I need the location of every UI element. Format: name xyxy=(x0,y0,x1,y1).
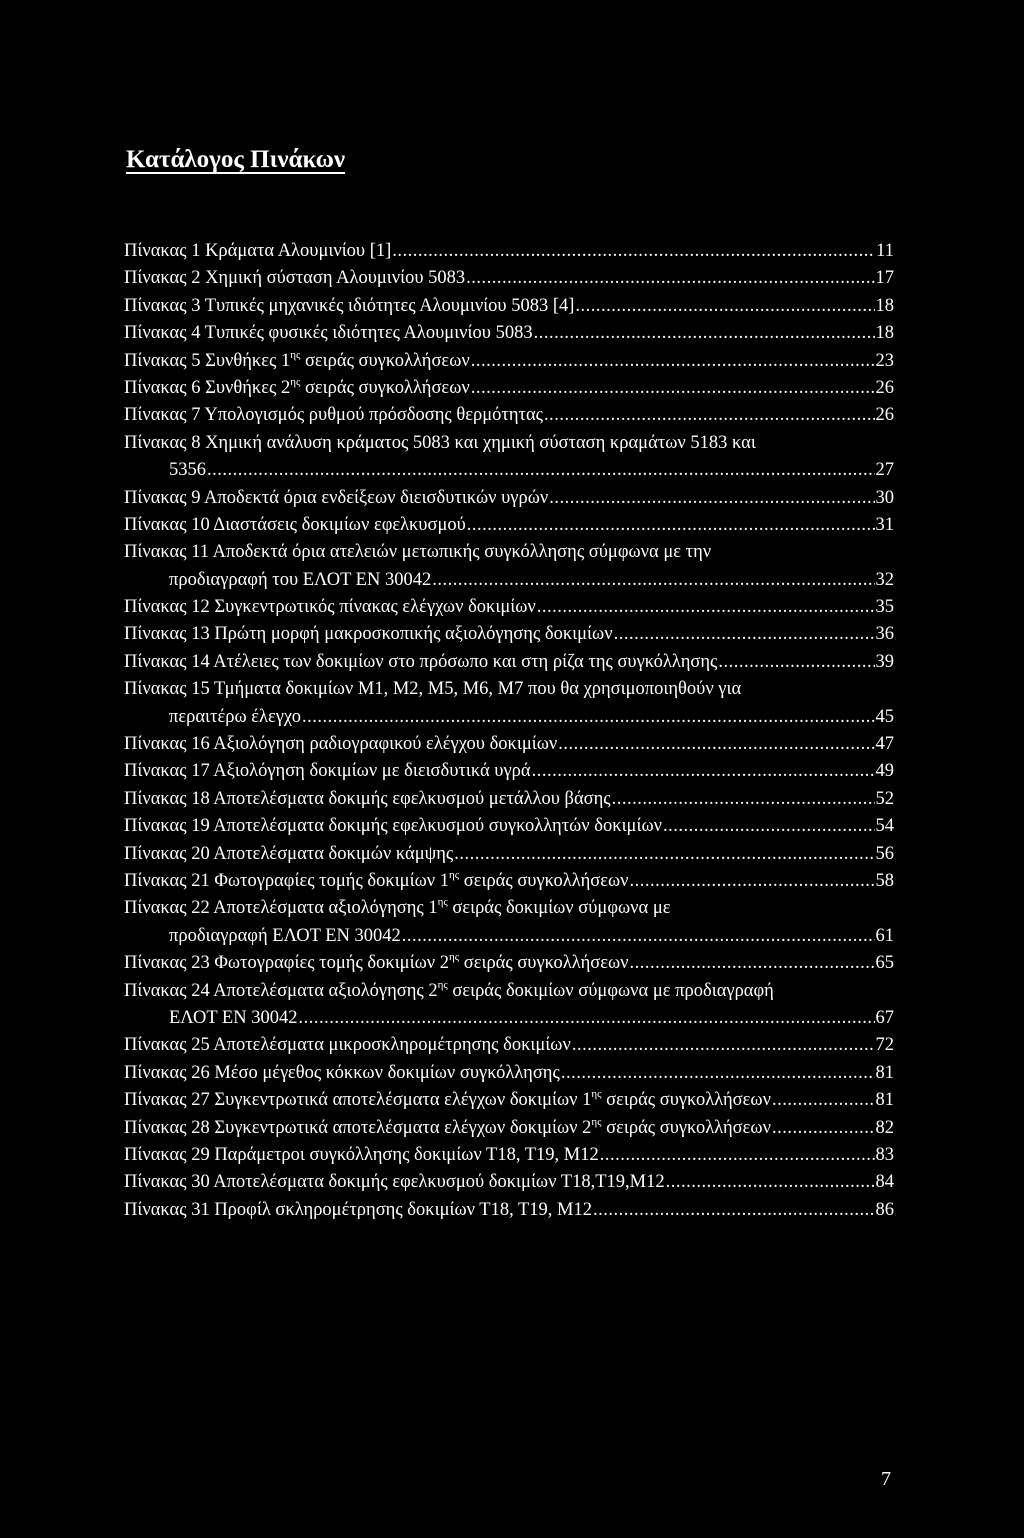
ordinal-superscript: ης xyxy=(449,868,460,881)
ordinal-superscript: ης xyxy=(290,348,301,361)
dot-leader xyxy=(392,238,875,265)
toc-entry-page: 61 xyxy=(875,925,894,946)
toc-entry-title: Πίνακας 3 Τυπικές μηχανικές ιδιότητες Αλουμινίου 5083 [4] xyxy=(124,295,575,316)
toc-entry-line xyxy=(124,402,894,429)
dot-leader xyxy=(471,375,875,402)
dot-leader xyxy=(600,1142,875,1169)
toc-entry-page: 72 xyxy=(875,1035,894,1056)
toc-entry[interactable] xyxy=(124,621,894,648)
toc-entry[interactable] xyxy=(124,1115,894,1142)
toc-entry-title: περαιτέρω έλεγχο xyxy=(169,706,301,727)
toc-entry-page: 54 xyxy=(875,816,894,837)
toc-entry[interactable] xyxy=(124,375,894,402)
toc-entry[interactable] xyxy=(124,265,894,292)
toc-entry-line xyxy=(124,1005,894,1032)
toc-entry-page: 67 xyxy=(875,1007,894,1028)
dot-leader xyxy=(561,1060,875,1087)
toc-entry[interactable] xyxy=(124,512,894,539)
toc-entry[interactable] xyxy=(124,649,894,676)
dot-leader xyxy=(630,950,875,977)
toc-entry[interactable] xyxy=(124,841,894,868)
toc-entry[interactable] xyxy=(124,430,894,485)
page-number: 7 xyxy=(881,1468,891,1490)
dot-leader xyxy=(534,320,875,347)
toc-entry-line xyxy=(124,485,894,512)
toc-entry-line xyxy=(124,512,894,539)
dot-leader xyxy=(466,265,874,292)
toc-entry-page: 18 xyxy=(875,295,894,316)
dot-leader xyxy=(612,786,875,813)
dot-leader xyxy=(544,402,875,429)
toc-entry-title xyxy=(124,950,629,977)
toc-entry-title: Πίνακας 14 Ατέλειες των δοκιμίων στο πρόσωπο και στη ρίζα της συγκόλλησης xyxy=(124,651,718,672)
toc-entry-title: προδιαγραφή ΕΛΟΤ ΕΝ 30042 xyxy=(169,925,401,946)
dot-leader xyxy=(532,758,875,785)
toc-entry-title: προδιαγραφή του ΕΛΟΤ ΕΝ 30042 xyxy=(169,569,432,590)
toc-entry-page: 17 xyxy=(875,268,894,289)
toc-entry-title-part: σειράς συγκολλήσεων xyxy=(601,1090,771,1111)
toc-entry-line xyxy=(124,786,894,813)
toc-entry-line xyxy=(124,320,894,347)
toc-entry-page: 84 xyxy=(875,1172,894,1193)
toc-entry[interactable] xyxy=(124,485,894,512)
dot-leader xyxy=(432,567,874,594)
toc-entry-title: Πίνακας 10 Διαστάσεις δοκιμίων εφελκυσμού xyxy=(124,514,466,535)
ordinal-superscript: ης xyxy=(437,978,448,991)
toc-entry-title: Πίνακας 20 Αποτελέσματα δοκιμών κάμψης xyxy=(124,843,454,864)
toc-entry-title: Πίνακας 29 Παράμετροι συγκόλλησης δοκιμίων Τ18, Τ19, Μ12 xyxy=(124,1144,599,1165)
toc-entry-title xyxy=(124,978,774,1005)
dot-leader xyxy=(630,868,875,895)
dot-leader xyxy=(471,348,875,375)
toc-entry-title xyxy=(124,375,470,402)
toc-entry-page: 81 xyxy=(875,1062,894,1083)
toc-entry[interactable] xyxy=(124,895,894,950)
toc-entry-line xyxy=(124,895,894,922)
toc-entry-title-part: Πίνακας 27 Συγκεντρωτικά αποτελέσματα ελέγχων δοκιμίων 1 xyxy=(124,1090,592,1111)
toc-entry-title xyxy=(124,1115,771,1142)
toc-entry-line xyxy=(124,457,894,484)
toc-entry-line xyxy=(124,704,894,731)
toc-entry[interactable] xyxy=(124,731,894,758)
toc-entry-page: 49 xyxy=(875,761,894,782)
toc-entry-line xyxy=(124,758,894,785)
toc-entry-title: Πίνακας 15 Τμήματα δοκιμίων Μ1, Μ2, Μ5, Μ6, Μ7 που θα χρησιμοποιηθούν για xyxy=(124,679,742,700)
toc-entry-title-part: σειράς συγκολλήσεων xyxy=(300,350,470,371)
toc-entry-title-part: Πίνακας 24 Αποτελέσματα αξιολόγησης 2 xyxy=(124,980,438,1001)
toc-entry-title: Πίνακας 12 Συγκεντρωτικός πίνακας ελέγχων δοκιμίων xyxy=(124,597,536,618)
toc-entry-title-part: σειράς συγκολλήσεων xyxy=(459,953,629,974)
page-title: Κατάλογος Πινάκων xyxy=(126,146,346,173)
toc-entry-line xyxy=(124,1032,894,1059)
toc-entry-page: 30 xyxy=(875,487,894,508)
toc-entry[interactable] xyxy=(124,539,894,594)
toc-entry-line xyxy=(124,1115,894,1142)
toc-entry-title xyxy=(124,348,470,375)
toc-entry-line xyxy=(124,594,894,621)
toc-entry[interactable] xyxy=(124,950,894,977)
toc-entry-line xyxy=(124,430,894,457)
toc-entry-line xyxy=(124,731,894,758)
toc-entry-title: Πίνακας 8 Χημική ανάλυση κράματος 5083 και χημική σύσταση κραμάτων 5183 και xyxy=(124,432,756,453)
toc-entry-line xyxy=(124,1087,894,1114)
ordinal-superscript: ης xyxy=(591,1088,602,1101)
dot-leader xyxy=(467,512,875,539)
toc-entry[interactable] xyxy=(124,868,894,895)
toc-entry-line xyxy=(124,375,894,402)
toc-entry-line xyxy=(124,238,894,265)
toc-entry-title-part: σειράς δοκιμίων σύμφωνα με xyxy=(447,898,671,919)
toc-entry-page: 58 xyxy=(875,870,894,891)
toc-entry-title-part: σειράς δοκιμίων σύμφωνα με προδιαγραφή xyxy=(447,980,774,1001)
toc-entry-title: Πίνακας 30 Αποτελέσματα δοκιμής εφελκυσμού δοκιμίων Τ18,Τ19,Μ12 xyxy=(124,1172,665,1193)
ordinal-superscript: ης xyxy=(437,896,448,909)
toc-entry-page: 83 xyxy=(875,1144,894,1165)
toc-entry-page: 11 xyxy=(876,241,894,261)
toc-entry-title-part: σειράς συγκολλήσεων xyxy=(459,870,629,891)
toc-entry-title: Πίνακας 13 Πρώτη μορφή μακροσκοπικής αξιολόγησης δοκιμίων xyxy=(124,624,613,645)
toc-entry-page: 26 xyxy=(875,377,894,398)
toc-entry-page: 23 xyxy=(875,350,894,371)
toc-entry[interactable] xyxy=(124,1060,894,1087)
toc-entry-page: 27 xyxy=(875,460,894,481)
toc-entry-title: Πίνακας 26 Μέσο μέγεθος κόκκων δοκιμίων συγκόλλησης xyxy=(124,1062,560,1083)
dot-leader xyxy=(772,1115,875,1142)
toc-entry-line xyxy=(124,1060,894,1087)
ordinal-superscript: ης xyxy=(290,375,301,388)
dot-leader xyxy=(537,594,875,621)
toc-entry-line xyxy=(124,923,894,950)
toc-entry-line xyxy=(124,841,894,868)
toc-entry[interactable] xyxy=(124,1169,894,1196)
toc-entry[interactable] xyxy=(124,1197,894,1224)
toc-entry[interactable] xyxy=(124,1087,894,1114)
toc-entry[interactable] xyxy=(124,1142,894,1169)
toc-entry[interactable] xyxy=(124,978,894,1033)
toc-entry-page: 39 xyxy=(875,651,894,672)
toc-entry-title-part: Πίνακας 6 Συνθήκες 2 xyxy=(124,377,291,398)
toc-entry-page: 35 xyxy=(875,597,894,618)
dot-leader xyxy=(572,1032,875,1059)
toc-entry[interactable] xyxy=(124,1032,894,1059)
dot-leader xyxy=(298,1005,874,1032)
toc-entry-page: 82 xyxy=(875,1117,894,1138)
toc-entry-page: 36 xyxy=(875,624,894,645)
dot-leader xyxy=(575,293,874,320)
toc-entry-title xyxy=(124,868,629,895)
dot-leader xyxy=(772,1087,875,1114)
toc-entry-title-part: σειράς συγκολλήσεων xyxy=(300,377,470,398)
toc-entry-line xyxy=(124,868,894,895)
toc-entry-title: Πίνακας 31 Προφίλ σκληρομέτρησης δοκιμίων Τ18, Τ19, Μ12 xyxy=(124,1199,593,1220)
toc-entry-line xyxy=(124,978,894,1005)
dot-leader xyxy=(666,1169,875,1196)
toc-entry-title: Πίνακας 16 Αξιολόγηση ραδιογραφικού ελέγχου δοκιμίων xyxy=(124,734,558,755)
toc-entry-title-part: Πίνακας 23 Φωτογραφίες τομής δοκιμίων 2 xyxy=(124,953,449,974)
toc-entry-page: 18 xyxy=(875,323,894,344)
toc-entry[interactable] xyxy=(124,594,894,621)
toc-entry-line xyxy=(124,649,894,676)
toc-entry-page: 56 xyxy=(875,843,894,864)
dot-leader xyxy=(302,704,875,731)
toc-entry-title: Πίνακας 4 Τυπικές φυσικές ιδιότητες Αλουμινίου 5083 xyxy=(124,323,533,344)
toc-entry-line xyxy=(124,265,894,292)
toc-entry-page: 26 xyxy=(875,405,894,426)
toc-entry-title-part: σειράς συγκολλήσεων xyxy=(601,1117,771,1138)
dot-leader xyxy=(207,457,875,484)
toc-entry-title xyxy=(124,895,671,922)
toc-entry-page: 45 xyxy=(875,706,894,727)
toc-entry-page: 81 xyxy=(875,1090,894,1111)
toc-entry-page: 32 xyxy=(875,569,894,590)
toc-entry[interactable] xyxy=(124,320,894,347)
toc-entry-line xyxy=(124,539,894,566)
toc-entry-title: Πίνακας 1 Κράματα Αλουμινίου [1] xyxy=(124,241,392,261)
toc-entry-line xyxy=(124,567,894,594)
toc-entry-line xyxy=(124,1142,894,1169)
toc-entry-page: 52 xyxy=(875,788,894,809)
toc-entry[interactable] xyxy=(124,402,894,429)
dot-leader xyxy=(718,649,874,676)
dot-leader xyxy=(663,813,875,840)
toc-entry-title xyxy=(124,1087,771,1114)
dot-leader xyxy=(454,841,874,868)
toc-entry-title-part: Πίνακας 21 Φωτογραφίες τομής δοκιμίων 1 xyxy=(124,870,449,891)
toc-entry-title: Πίνακας 7 Υπολογισμός ρυθμού πρόσδοσης θερμότητας xyxy=(124,405,543,426)
toc-entry-title: 5356 xyxy=(169,460,206,481)
toc-entry[interactable] xyxy=(124,293,894,320)
toc-entry[interactable] xyxy=(124,238,894,265)
toc-entry-line xyxy=(124,1197,894,1224)
toc-entry-page: 47 xyxy=(875,734,894,755)
toc-entry-title-part: Πίνακας 28 Συγκεντρωτικά αποτελέσματα ελέγχων δοκιμίων 2 xyxy=(124,1117,592,1138)
toc-entry-title-part: Πίνακας 22 Αποτελέσματα αξιολόγησης 1 xyxy=(124,898,438,919)
toc-entry-line xyxy=(124,1169,894,1196)
dot-leader xyxy=(593,1197,874,1224)
toc-entry[interactable] xyxy=(124,813,894,840)
toc-entry-title-part: Πίνακας 5 Συνθήκες 1 xyxy=(124,350,291,371)
toc-entry-title: Πίνακας 9 Αποδεκτά όρια ενδείξεων διεισδυτικών υγρών xyxy=(124,487,549,508)
toc-entry-line xyxy=(124,950,894,977)
toc-entry[interactable] xyxy=(124,676,894,731)
toc-entry-line xyxy=(124,621,894,648)
toc-entry-title: Πίνακας 18 Αποτελέσματα δοκιμής εφελκυσμού μετάλλου βάσης xyxy=(124,788,611,809)
toc-entry-page: 31 xyxy=(875,514,894,535)
table-of-tables xyxy=(124,238,894,1224)
toc-entry-title: Πίνακας 11 Αποδεκτά όρια ατελειών μετωπικής συγκόλλησης σύμφωνα με την xyxy=(124,542,712,563)
toc-entry-title: Πίνακας 25 Αποτελέσματα μικροσκληρομέτρησης δοκιμίων xyxy=(124,1035,571,1056)
toc-entry-line xyxy=(124,348,894,375)
ordinal-superscript: ης xyxy=(591,1115,602,1128)
toc-entry[interactable] xyxy=(124,758,894,785)
toc-entry-title: Πίνακας 19 Αποτελέσματα δοκιμής εφελκυσμού συγκολλητών δοκιμίων xyxy=(124,816,662,837)
toc-entry-title: Πίνακας 17 Αξιολόγηση δοκιμίων με διεισδυτικά υγρά xyxy=(124,761,531,782)
dot-leader xyxy=(402,923,875,950)
toc-entry[interactable] xyxy=(124,348,894,375)
dot-leader xyxy=(614,621,875,648)
toc-entry-page: 65 xyxy=(875,953,894,974)
toc-entry-line xyxy=(124,813,894,840)
dot-leader xyxy=(558,731,874,758)
ordinal-superscript: ης xyxy=(449,951,460,964)
toc-entry[interactable] xyxy=(124,786,894,813)
toc-entry-title: ΕΛΟΤ ΕΝ 30042 xyxy=(169,1007,298,1028)
toc-entry-title: Πίνακας 2 Χημική σύσταση Αλουμινίου 5083 xyxy=(124,268,466,289)
toc-entry-page: 86 xyxy=(875,1199,894,1220)
toc-entry-line xyxy=(124,676,894,703)
toc-entry-line xyxy=(124,293,894,320)
dot-leader xyxy=(549,485,874,512)
